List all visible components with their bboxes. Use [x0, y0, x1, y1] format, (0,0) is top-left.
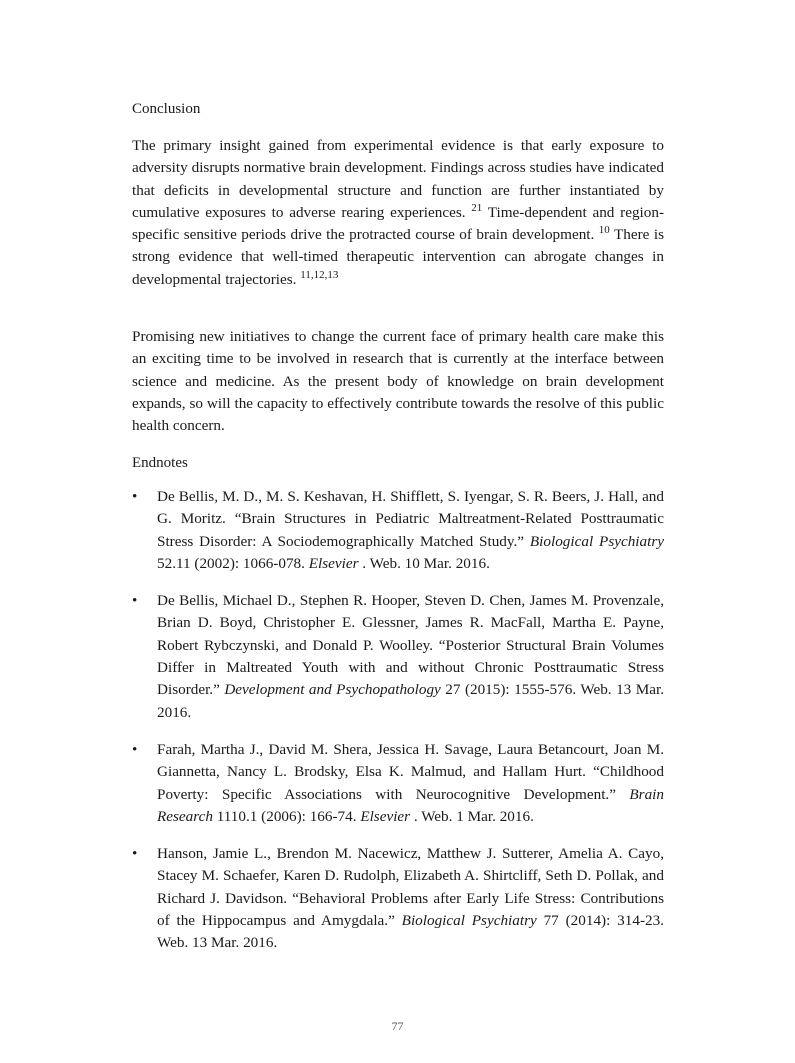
endnote-item: [132, 739, 664, 828]
endnote-volume: 77 (2014): 314-23. Web. 13 Mar. 2016.: [157, 912, 664, 952]
endnote-authors-title: Farah, Martha J., David M. Shera, Jessica H. Savage, Laura Betancourt, Joan M. Giannetta, Nancy L. Brodsky, Elsa K. Malmud, and Hallam Hurt. “Childhood Poverty: Specific Associations with Neurocognitive Development.”: [157, 740, 664, 803]
endnote-volume: 1110.1 (2006): 166-74.: [212, 807, 361, 825]
conclusion-heading: Conclusion: [132, 101, 201, 117]
endnote-authors-title: De Bellis, Michael D., Stephen R. Hooper, Steven D. Chen, James M. Provenzale, Brian D. Boyd, Christopher E. Glessner, James R. MacFall, Martha E. Payne, Robert Rybczynski, and Donald P. Woolley. “Posterior Structural Brain Volumes Differ in Maltreated Youth with and without Chronic Posttraumatic Stress Disorder.”: [157, 592, 664, 699]
citation-ref-10: 10: [598, 224, 610, 237]
bullet-icon: •: [132, 592, 138, 610]
bullet-icon: •: [132, 740, 138, 758]
endnote-access: . Web. 10 Mar. 2016.: [358, 554, 490, 572]
endnote-database: Elsevier: [308, 554, 359, 572]
endnote-authors-title: Hanson, Jamie L., Brendon M. Nacewicz, Matthew J. Sutterer, Amelia A. Cayo, Stacey M. Schaefer, Karen D. Rudolph, Elizabeth A. Shirtcliff, Seth D. Pollak, and Richard J. Davidson. “Behavioral Problems after Early Life Stress: Contributions of the Hippocampus and Amygdala.”: [157, 845, 664, 930]
conclusion-paragraph-2: Promising new initiatives to change the current face of primary health care make this an exciting time to be involved in research that is currently at the interface between science and medicine. As the present body of knowledge on brain development expands, so will the capacity to effectively contribute towards the resolve of this public health concern.: [132, 328, 664, 435]
page-number: 77: [391, 1019, 404, 1033]
endnotes-heading: Endnotes: [132, 455, 188, 471]
conclusion-text-3: There is strong evidence that well-timed therapeutic intervention can abrogate changes in developmental trajectories.: [132, 226, 664, 288]
endnote-volume: 27 (2015): 1555-576. Web. 13 Mar. 2016.: [157, 681, 664, 721]
endnote-journal: Biological Psychiatry: [401, 912, 537, 930]
bullet-icon: •: [132, 488, 138, 505]
endnote-journal: Biological Psychiatry: [529, 532, 664, 550]
endnote-item: [132, 843, 664, 954]
endnotes-list: [132, 486, 664, 970]
citation-ref-11-12-13: 11,12,13: [300, 268, 339, 281]
endnote-item: [132, 590, 664, 724]
endnote-item: [132, 486, 664, 575]
endnote-volume: 52.11 (2002): 1066-078.: [157, 554, 309, 572]
conclusion-text-2: Time-dependent and region-specific sensitive periods drive the protracted course of brain development.: [132, 203, 664, 244]
conclusion-text-1: The primary insight gained from experimental evidence is that early exposure to adversity disrupts normative brain development. Findings across studies have indicated that deficits in developmental structure and function are further instantiated by cumulative exposures to adverse rearing experiences.: [132, 137, 664, 221]
bullet-icon: •: [132, 845, 138, 863]
endnote-journal: Brain Research: [157, 785, 664, 825]
endnote-access: . Web. 1 Mar. 2016.: [410, 807, 534, 825]
conclusion-paragraph-1: [132, 135, 664, 291]
endnote-authors-title: De Bellis, M. D., M. S. Keshavan, H. Shifflett, S. Iyengar, S. R. Beers, J. Hall, and G. Moritz. “Brain Structures in Pediatric Maltreatment-Related Posttraumatic Stress Disorder: A Sociodemographically Matched Study.”: [157, 488, 664, 550]
citation-ref-21: 21: [471, 201, 483, 214]
endnote-database: Elsevier: [360, 807, 411, 825]
endnote-journal: Development and Psychopathology: [224, 681, 441, 699]
